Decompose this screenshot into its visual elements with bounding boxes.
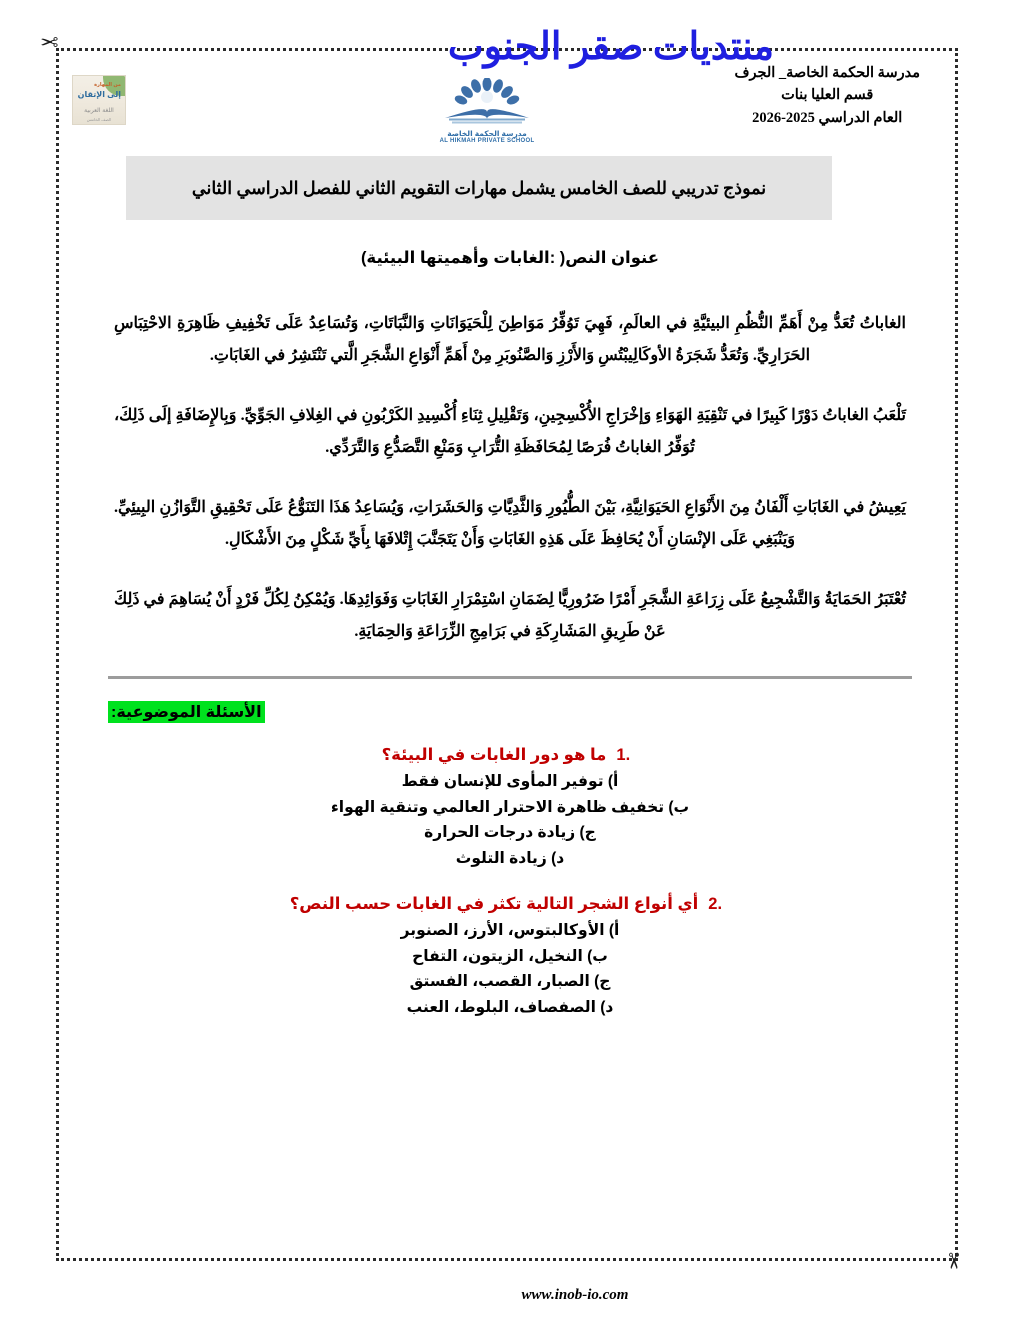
passage-paragraph: الغاباتُ تُعَدُّ مِنْ أَهَمِّ النُّظُمِ البيئيَّةِ في العالَمِ، فَهِيَ تَوُفِّرُ مَوَاطِنَ لِلْحَيَوَانَاتِ وَالنَّبَاتَاتِ، وَتُسَاعِدُ عَلَى تَخْفِيفِ ظَاهِرَةِ الاحْتِبَاسِ الحَرَارِيِّ. وَتُعَدُّ شَجَرَةُ الأوكَالِيبْتُسِ وَالأَرْزِ وَالصَّنُوبَرِ مِنْ أَهَمِّ أَنْوَاعِ الشَّجَرِ الَّتي تَنْتَشِرُ في الغَابَاتِ. (114, 315, 907, 364)
book-thumb-line3: اللغة العربية (84, 108, 114, 114)
answer-option[interactable]: ب) النخيل، الزيتون، التفاح (412, 947, 608, 965)
answer-option[interactable]: ج) زيادة درجات الحرارة (424, 824, 596, 842)
book-cover-thumbnail (72, 75, 126, 125)
worksheet-title: نموذج تدريبي للصف الخامس يشمل مهارات التقويم الثاني للفصل الدراسي الثاني (191, 177, 767, 198)
forum-watermark: منتديات صقر الجنوب (447, 26, 774, 68)
question-line (331, 745, 689, 765)
question-block (108, 745, 912, 872)
academic-year: العام الدراسي 2025-2026 (752, 109, 903, 126)
answer-option[interactable]: ب) تخفيف ظاهرة الاحترار العالمي وتنقية الهواء (330, 798, 690, 816)
book-thumb-line2: إلى الإتقان (77, 90, 121, 99)
answer-option[interactable]: د) زيادة التلوث (455, 850, 565, 868)
passage-paragraph: تُعْتَبَرُ الحَمَايَةُ وَالتَّشْجِيعُ عَلَى زِرَاعَةِ الشَّجَرِ أَمْرًا ضَرُورِيًّا لِضَمَانِ اسْتِمْرَارِ الغَابَاتِ وَفَوَائِدِهَا. وَيُمْكِنُ لِكُلِّ فَرْدٍ أَنْ يُسَاهِمَ في ذَلِكَ عَنْ طَرِيقِ المَشَارِكَةِ في بَرَامِجِ الزِّرَاعَةِ وَالحِمَايَةِ. (114, 591, 906, 640)
footer-website-url: www.inob-io.com (521, 1287, 629, 1303)
answer-option[interactable]: د) الصفصاف، البلوط، العنب (406, 999, 614, 1017)
book-thumb-line1: من المهارة (94, 82, 121, 88)
book-thumb-line4: الصف الخامس (86, 117, 112, 122)
question-number: 1. (616, 746, 631, 764)
scissors-icon-bottom-right: ✂ (941, 1251, 967, 1271)
school-name: مدرسة الحكمة الخاصة_ الجرف (734, 65, 920, 81)
school-logo-name-en: AL HIKMAH PRIVATE SCHOOL (439, 138, 535, 144)
question-line (290, 894, 731, 914)
school-department: قسم العليا بنات (781, 87, 874, 104)
passage-title: عنوان النص( :الغابات وأهميتها البيئية) (360, 249, 660, 267)
question-text: أي أنواع الشجر التالية تكثر في الغابات حسب النص؟ (289, 894, 699, 913)
answer-option[interactable]: أ) الأوكالبتوس، الأرز، الصنوبر (400, 921, 620, 939)
scissors-icon-top-left: ✂ (40, 30, 59, 55)
worksheet-title-banner (126, 156, 832, 220)
worksheet-content (108, 248, 912, 1021)
school-logo (432, 78, 542, 150)
school-logo-icon (435, 78, 539, 128)
question-block (108, 894, 912, 1021)
section-divider (108, 676, 912, 679)
answer-options (331, 769, 689, 872)
school-info-block (734, 62, 920, 129)
school-logo-name-ar: مدرسة الحكمة الخاصة (447, 129, 527, 138)
answer-option[interactable]: ج) الصبار، القصب، الفستق (409, 973, 611, 991)
passage-paragraph: تَلْعَبُ الغاباتُ دَوْرًا كَبِيرًا في تَنْقِيَةِ الهَوَاءِ وَإخْرَاجِ الأُكْسِجِينِ، وَتَقْلِيلِ ثِنَاءِ أُكْسِيدِ الكَرْبُونِ في الغِلافِ الجَوِّيِّ. وَبِالإِضَافَةِ إلَى ذَلِكَ، تُوَفِّرُ الغاباتُ فُرَصًا لِمُحَافَظَةِ التُّرَابِ وَمَنْعِ التَّصَدُّعِ وَالتَّرَدِّي. (114, 407, 906, 456)
question-text: ما هو دور الغابات في البيئة؟ (381, 746, 607, 764)
questions-heading-label: الأسئلة الموضوعية: (108, 701, 265, 723)
answer-options (290, 918, 731, 1021)
passage-paragraph: يَعِيشُ في الغَابَاتِ أَلْفَانُ مِنَ الأَنْوَاعِ الحَيَوَانِيَّةِ، بَيْنَ الطُّيُورِ وَالثَّدِيَّاتِ وَالحَشَرَاتِ، وَيُسَاعِدُ هَذَا التَنَوُّعُ عَلَى تَحْقِيقِ التَّوَازُنِ البِيئِيِّ. وَيَنْبَغِي عَلَى الإنْسَانِ أَنْ يُحَافِظَ عَلَى هَذِهِ الغَابَاتِ وَأَنْ يَتَجَنَّبَ إِتْلافَهَا بِأَيِّ شَكْلٍ مِنَ الأَشْكَالِ. (114, 499, 906, 548)
questions-section-heading (108, 701, 912, 723)
question-number: 2. (708, 894, 723, 913)
answer-option[interactable]: أ) توفير المأوى للإنسان فقط (401, 773, 619, 790)
